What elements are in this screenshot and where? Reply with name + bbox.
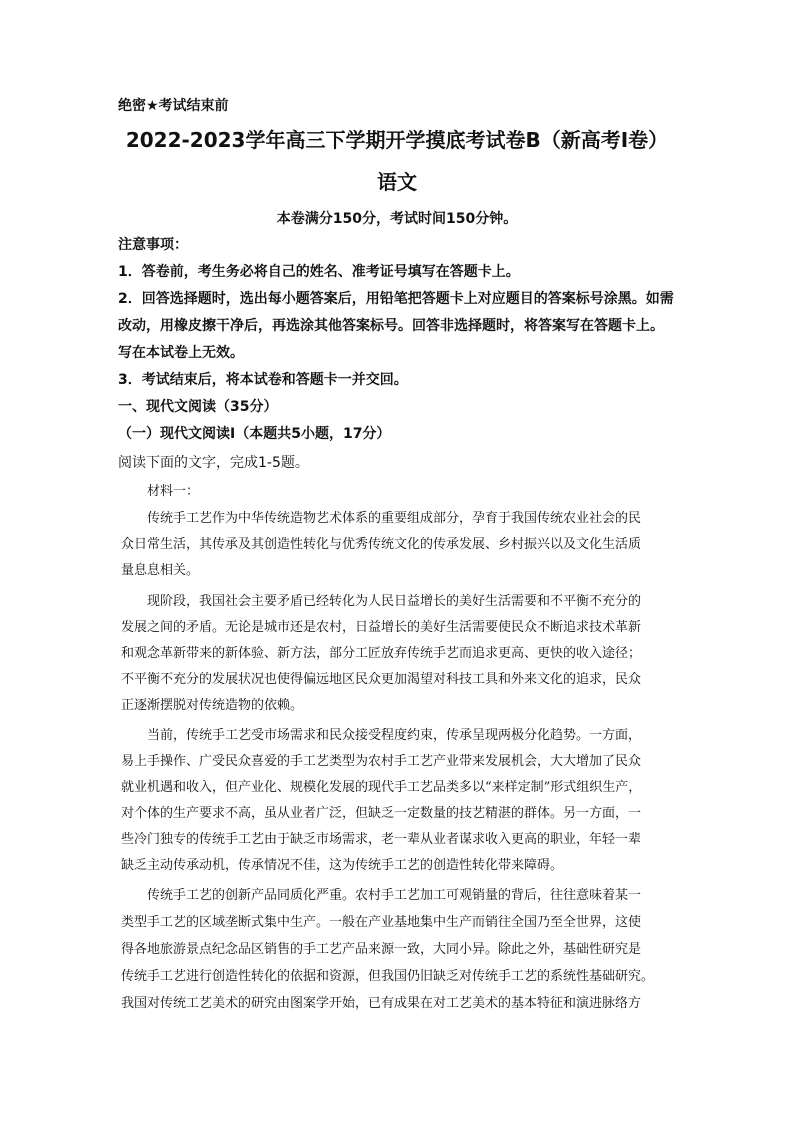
score-time-note: 本卷满分150分，考试时间150分钟。 (276, 211, 518, 227)
secret-label: 绝密★考试结束前 (118, 98, 229, 114)
passage-line: 正逐渐摆脱对传统造物的依赖。 (121, 698, 304, 713)
material-label: 材料一： (147, 484, 200, 499)
instruction-line: 改动，用橡皮擦干净后，再选涂其他答案标号。回答非选择题时，将答案写在答题卡上。 (118, 318, 664, 334)
passage-line: 和观念革新带来的新体验、新方法，部分工匠放弃传统手艺而追求更高、更快的收入途径； (121, 646, 642, 661)
instruction-line: 3．考试结束后，将本试卷和答题卡一并交回。 (118, 372, 408, 388)
passage-line: 众日常生活，其传承及其创造性转化与优秀传统文化的传承发展、乡村振兴以及文化生活质 (121, 537, 642, 552)
passage-line: 就业机遇和收入，但产业化、规模化发展的现代手工艺品类多以“来样定制”形式组织生产， (121, 780, 642, 795)
passage-line: 缺乏主动传承动机，传承情况不佳，这为传统手工艺的创造性转化带来障碍。 (121, 858, 564, 873)
passage-line: 当前，传统手工艺受市场需求和民众接受程度约束，传承呈现两极分化趋势。一方面， (147, 728, 642, 743)
passage-line: 量息息相关。 (121, 563, 200, 578)
passage-line: 类型手工艺的区域垄断式集中生产。一般在产业基地集中生产而销往全国乃至全世界，这使 (121, 915, 642, 930)
section-subheading: （一）现代文阅读Ⅰ（本题共5小题，17分） (118, 426, 391, 442)
reading-prompt: 阅读下面的文字，完成1-5题。 (118, 455, 309, 471)
passage-line: 传统手工艺进行创造性转化的依据和资源，但我国仍旧缺乏对传统手工艺的系统性基础研究。 (121, 969, 655, 984)
instructions-heading: 注意事项： (118, 237, 188, 253)
exam-title: 2022-2023学年高三下学期开学摸底考试卷B（新高考I卷） (125, 128, 669, 152)
passage-line: 不平衡不充分的发展状况也使得偏远地区民众更加渴望对科技工具和外来文化的追求，民众 (121, 672, 642, 687)
passage-line: 易上手操作、广受民众喜爱的手工艺类型为农村手工艺产业带来发展机会，大大增加了民众 (121, 754, 642, 769)
section-heading: 一、现代文阅读（35分） (118, 399, 278, 415)
passage-line: 传统手工艺作为中华传统造物艺术体系的重要组成部分，孕育于我国传统农业社会的民 (147, 511, 642, 526)
passage-line: 些冷门独专的传统手工艺由于缺乏市场需求，老一辈从业者谋求收入更高的职业，年轻一辈 (121, 832, 642, 847)
passage-line: 得各地旅游景点纪念品区销售的手工艺产品来源一致，大同小异。除此之外，基础性研究是 (121, 942, 642, 957)
instruction-line: 写在本试卷上无效。 (118, 345, 244, 361)
passage-line: 我国对传统工艺美术的研究由图案学开始，已有成果在对工艺美术的基本特征和演进脉络方 (121, 996, 642, 1011)
passage-line: 对个体的生产要求不高，虽从业者广泛，但缺乏一定数量的技艺精湛的群体。另一方面，一 (121, 806, 642, 821)
passage-line: 发展之间的矛盾。无论是城市还是农村，日益增长的美好生活需要使民众不断追求技术革新 (121, 620, 642, 635)
passage-line: 现阶段，我国社会主要矛盾已经转化为人民日益增长的美好生活需要和不平衡不充分的 (147, 594, 642, 609)
instruction-line: 1．答卷前，考生务必将自己的姓名、准考证号填写在答题卡上。 (118, 264, 520, 280)
instruction-line: 2．回答选择题时，选出每小题答案后，用铅笔把答题卡上对应题目的答案标号涂黑。如需 (118, 291, 674, 307)
passage-line: 传统手工艺的创新产品同质化严重。农村手工艺加工可观销量的背后，往往意味着某一 (147, 888, 642, 903)
subject-title: 语文 (377, 170, 417, 194)
